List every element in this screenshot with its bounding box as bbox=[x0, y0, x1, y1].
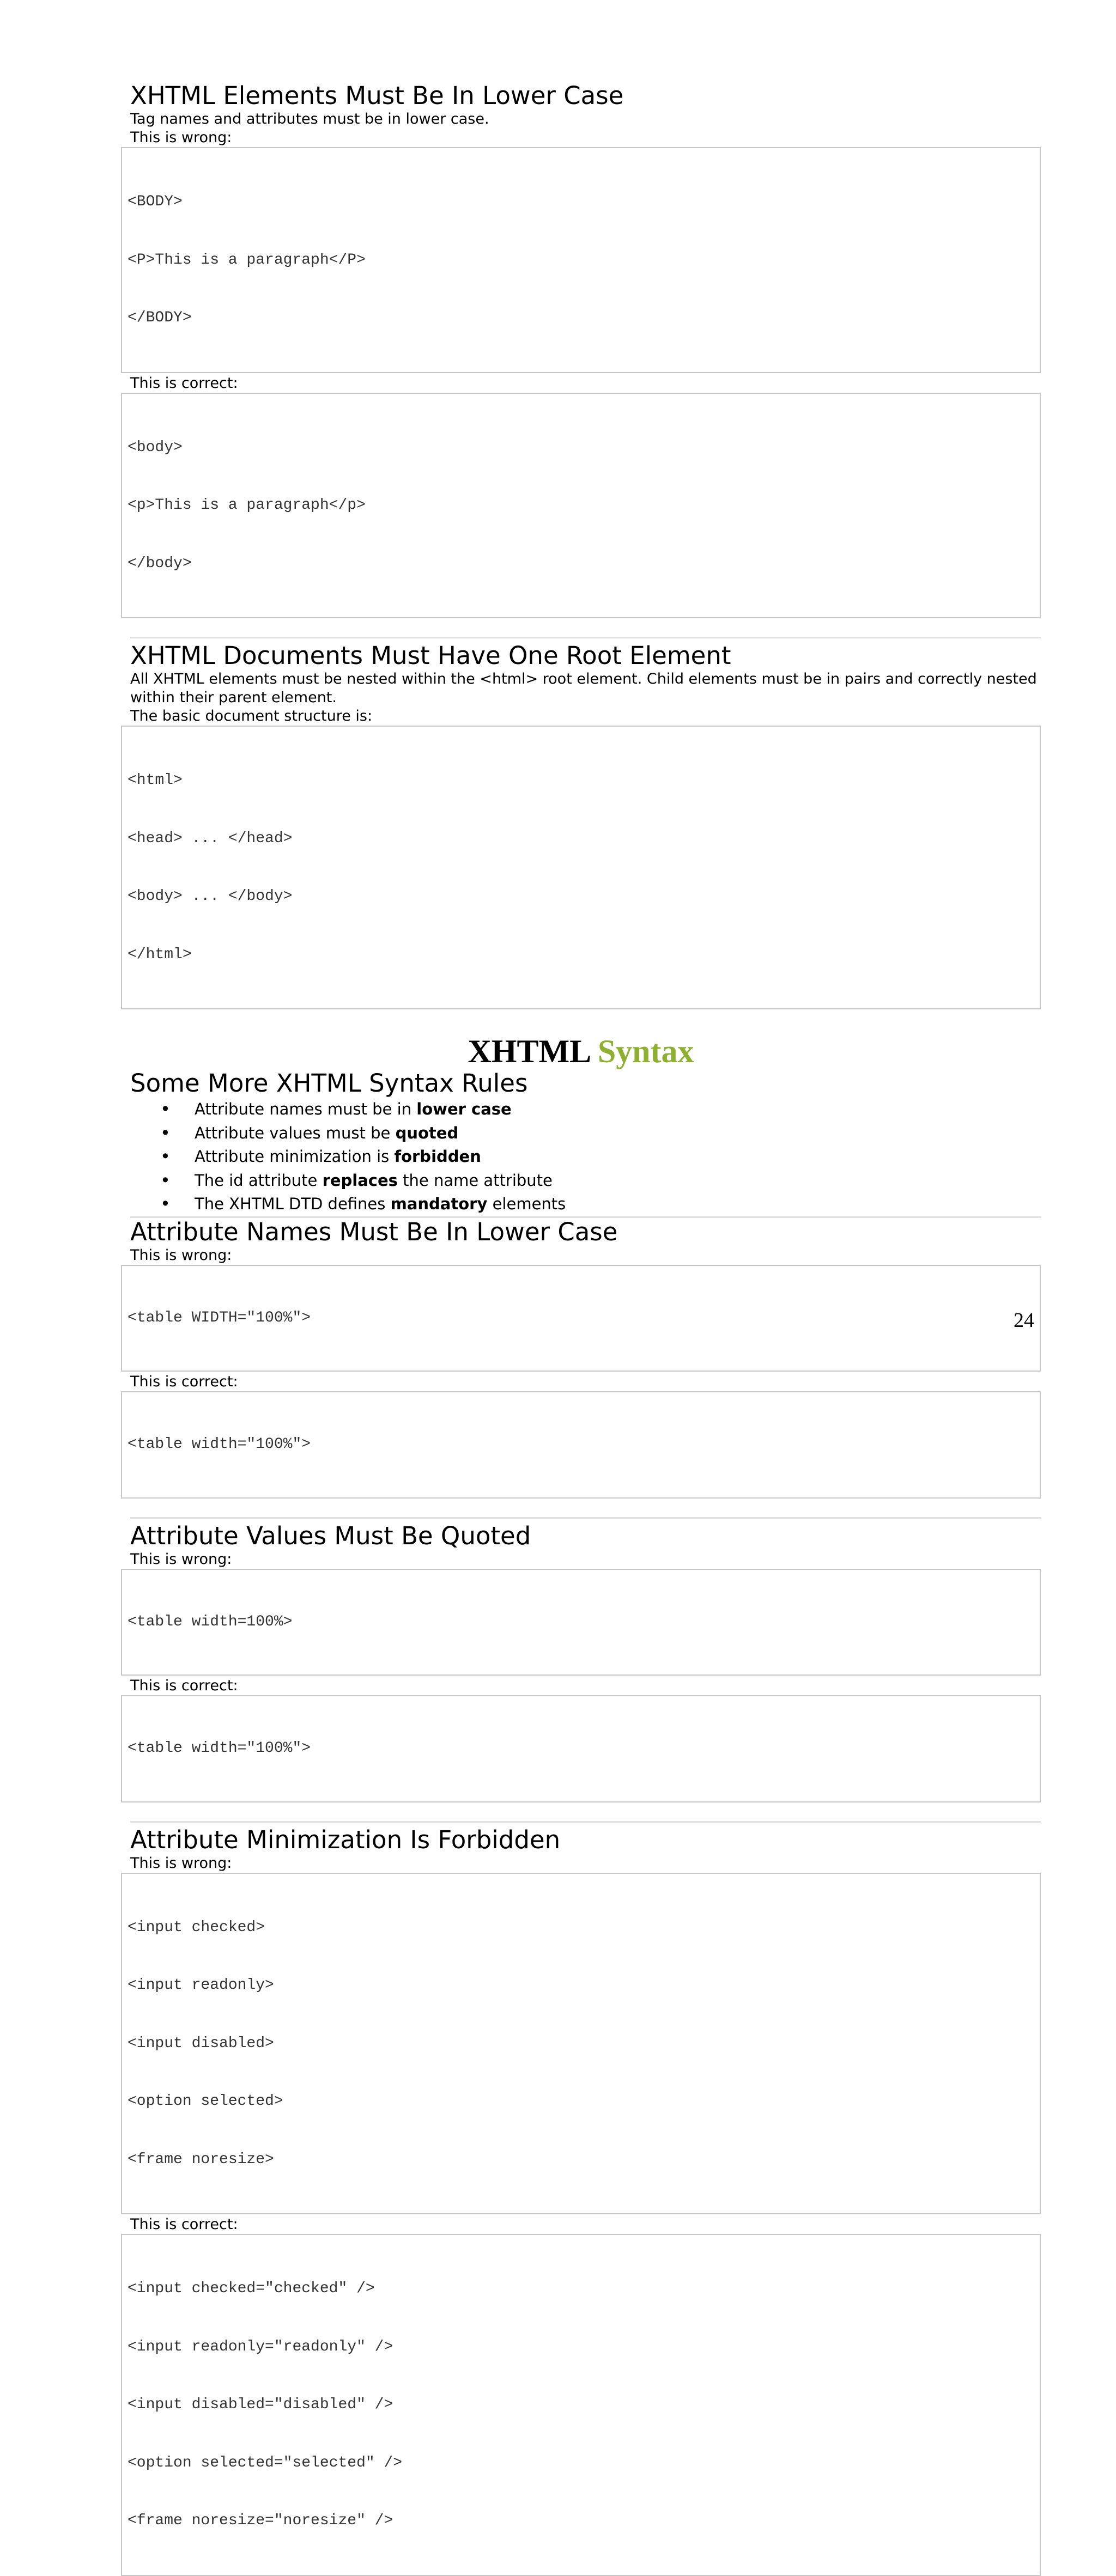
section-heading: Attribute Minimization Is Forbidden bbox=[130, 1825, 561, 1854]
separator bbox=[130, 637, 1041, 638]
code-block-wrong bbox=[121, 147, 1041, 373]
code-line: <input readonly="readonly" /> bbox=[128, 2338, 393, 2355]
code-line: <input disabled="disabled" /> bbox=[128, 2396, 393, 2413]
correct-label: This is correct: bbox=[130, 1677, 238, 1694]
wrong-label: This is wrong: bbox=[130, 1550, 232, 1568]
section-heading: Attribute Values Must Be Quoted bbox=[130, 1521, 531, 1550]
chapter-title-accent: Syntax bbox=[597, 1033, 694, 1069]
code-line: <input disabled> bbox=[128, 2035, 274, 2052]
code-line: <P>This is a paragraph</P> bbox=[128, 251, 366, 269]
code-line: <p>This is a paragraph</p> bbox=[128, 497, 366, 514]
code-line: <table WIDTH="100%"> bbox=[128, 1309, 311, 1326]
section-text: All XHTML elements must be nested within the <html> root element. Child elements must be in pairs and correctly nested within their parent element. bbox=[130, 671, 1037, 706]
code-line: <frame noresize="noresize" /> bbox=[128, 2512, 393, 2529]
code-block-correct bbox=[121, 1391, 1041, 1499]
code-line: <input readonly> bbox=[128, 1977, 274, 1994]
list-item: • Attribute names must be in lower case bbox=[195, 1098, 1041, 1122]
correct-label: This is correct: bbox=[130, 2216, 238, 2233]
code-line: <option selected="selected" /> bbox=[128, 2454, 403, 2471]
list-item: • The XHTML DTD defines mandatory elements bbox=[195, 1192, 1041, 1216]
separator bbox=[130, 1517, 1041, 1519]
list-item: • The id attribute replaces the name attribute bbox=[195, 1169, 1041, 1193]
code-line: <html> bbox=[128, 772, 183, 789]
list-item: • Attribute minimization is forbidden bbox=[195, 1145, 1041, 1169]
section-heading: XHTML Elements Must Be In Lower Case bbox=[130, 81, 624, 110]
code-block-wrong bbox=[121, 1569, 1041, 1676]
list-item: • Attribute values must be quoted bbox=[195, 1122, 1041, 1146]
code-line: <input checked="checked" /> bbox=[128, 2280, 375, 2297]
code-line: <table width="100%"> bbox=[128, 1436, 311, 1453]
code-block-structure bbox=[121, 726, 1041, 1009]
section-text: Tag names and attributes must be in lower case. bbox=[130, 111, 489, 127]
code-line: <frame noresize> bbox=[128, 2151, 274, 2168]
code-block-correct bbox=[121, 2234, 1041, 2576]
document-page bbox=[121, 82, 1041, 2576]
section-heading: Attribute Names Must Be In Lower Case bbox=[130, 1217, 618, 1246]
code-line: <table width="100%"> bbox=[128, 1740, 311, 1757]
correct-label: This is correct: bbox=[130, 374, 238, 392]
page-number: 24 bbox=[1014, 1309, 1034, 1332]
section-heading: XHTML Documents Must Have One Root Element bbox=[130, 641, 731, 670]
rules-list bbox=[121, 1098, 1041, 1216]
code-line: </body> bbox=[128, 555, 192, 572]
code-block-correct bbox=[121, 1695, 1041, 1802]
code-line: <table width=100%> bbox=[128, 1613, 293, 1630]
chapter-title-main: XHTML bbox=[468, 1033, 590, 1069]
code-line: </html> bbox=[128, 946, 192, 963]
code-line: <option selected> bbox=[128, 2093, 283, 2110]
correct-label: This is correct: bbox=[130, 1373, 238, 1390]
code-block-wrong bbox=[121, 1873, 1041, 2215]
code-line: <input checked> bbox=[128, 1919, 265, 1936]
code-line: <head> ... </head> bbox=[128, 830, 293, 847]
code-line: <body> bbox=[128, 439, 183, 456]
code-line: <BODY> bbox=[128, 193, 183, 210]
chapter-title bbox=[121, 1033, 1041, 1069]
code-block-correct bbox=[121, 393, 1041, 619]
wrong-label: This is wrong: bbox=[130, 1854, 232, 1872]
wrong-label: This is wrong: bbox=[130, 129, 232, 146]
section-heading: Some More XHTML Syntax Rules bbox=[130, 1069, 528, 1098]
code-block-wrong bbox=[121, 1265, 1041, 1372]
separator bbox=[130, 1821, 1041, 1823]
structure-label: The basic document structure is: bbox=[130, 708, 373, 724]
code-line: <body> ... </body> bbox=[128, 888, 293, 905]
code-line: </BODY> bbox=[128, 309, 192, 326]
wrong-label: This is wrong: bbox=[130, 1246, 232, 1264]
